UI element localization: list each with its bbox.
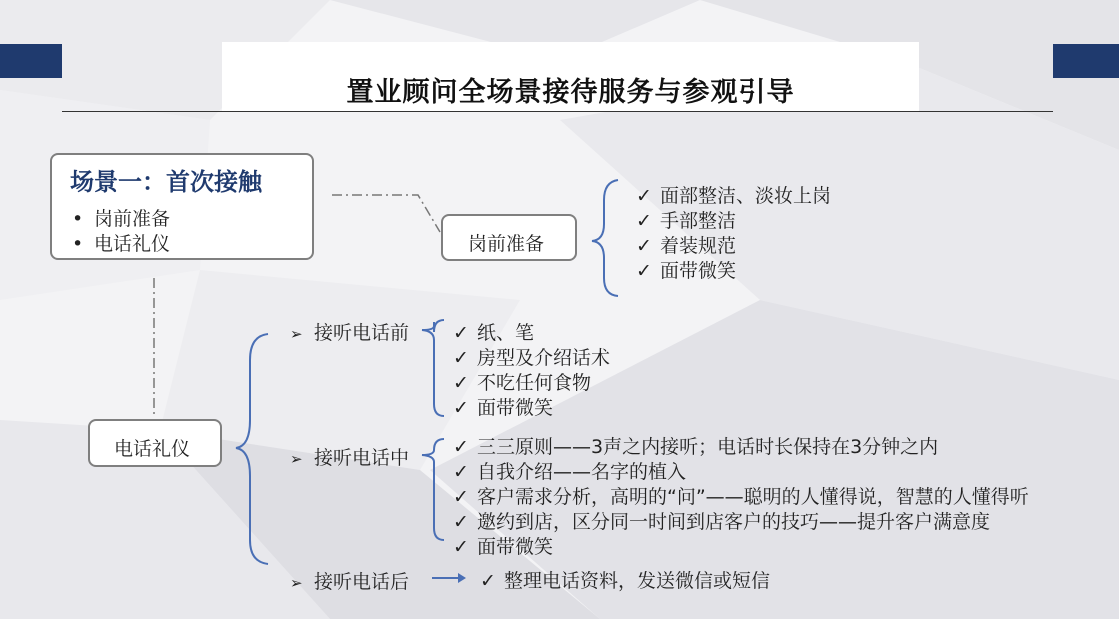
check-icon: ✓ <box>636 260 652 282</box>
prep-node-label: 岗前准备 <box>468 233 545 255</box>
check-icon: ✓ <box>453 397 469 419</box>
group-label: 接听电话中 <box>314 447 410 469</box>
check-icon: ✓ <box>453 436 469 458</box>
item-text: 不吃任何食物 <box>477 372 592 394</box>
scene-title: 场景一：首次接触 <box>70 168 262 196</box>
item-text: 面带微笑 <box>477 536 554 558</box>
during-call-item <box>453 482 1029 509</box>
scene-bullet <box>72 204 170 231</box>
item-text: 客户需求分析，高明的“问”——聪明的人懂得说，智慧的人懂得听 <box>477 486 1029 508</box>
during-call-item <box>453 532 553 559</box>
scene-bullet <box>72 229 170 256</box>
group-after-call <box>290 567 409 594</box>
item-text: 面带微笑 <box>477 397 554 419</box>
scene-bullet-label: 岗前准备 <box>94 208 171 230</box>
check-icon: ✓ <box>636 235 652 257</box>
group-label: 接听电话后 <box>314 571 410 593</box>
group-during-call <box>290 443 409 470</box>
after-call-item <box>480 566 770 593</box>
arrow-bullet-icon: ➢ <box>290 574 303 592</box>
before-call-item <box>453 393 553 420</box>
prep-item <box>636 181 831 208</box>
item-text: 纸、笔 <box>477 322 535 344</box>
prep-item-text: 面带微笑 <box>660 260 737 282</box>
prep-item <box>636 231 736 258</box>
before-call-item <box>453 318 534 345</box>
group-label: 接听电话前 <box>314 322 410 344</box>
scene-bullet-label: 电话礼仪 <box>94 233 171 255</box>
item-text: 整理电话资料，发送微信或短信 <box>504 570 771 592</box>
check-icon: ✓ <box>453 461 469 483</box>
check-icon: ✓ <box>636 185 652 207</box>
item-text: 自我介绍——名字的植入 <box>477 461 687 483</box>
page-title: 置业顾问全场景接待服务与参观引导 <box>346 77 795 108</box>
check-icon: ✓ <box>453 486 469 508</box>
bullet-icon: • <box>72 233 84 255</box>
check-icon: ✓ <box>636 210 652 232</box>
before-call-item <box>453 368 591 395</box>
item-text: 邀约到店，区分同一时间到店客户的技巧——提升客户满意度 <box>477 511 991 533</box>
phone-node-label: 电话礼仪 <box>114 438 191 460</box>
prep-item <box>636 256 736 283</box>
check-icon: ✓ <box>453 372 469 394</box>
check-icon: ✓ <box>453 536 469 558</box>
arrow-bullet-icon: ➢ <box>290 450 303 468</box>
arrow-bullet-icon: ➢ <box>290 325 303 343</box>
during-call-item <box>453 432 938 459</box>
before-call-item <box>453 343 610 370</box>
prep-item-text: 手部整洁 <box>660 210 737 232</box>
bullet-icon: • <box>72 208 84 230</box>
item-text: 房型及介绍话术 <box>477 347 611 369</box>
item-text: 三三原则——3声之内接听；电话时长保持在3分钟之内 <box>477 436 939 458</box>
prep-item-text: 着装规范 <box>660 235 737 257</box>
check-icon: ✓ <box>453 511 469 533</box>
check-icon: ✓ <box>453 347 469 369</box>
check-icon: ✓ <box>480 570 496 592</box>
group-before-call <box>290 318 409 345</box>
prep-item-text: 面部整洁、淡妆上岗 <box>660 185 832 207</box>
during-call-item <box>453 457 686 484</box>
check-icon: ✓ <box>453 322 469 344</box>
prep-item <box>636 206 736 233</box>
during-call-item <box>453 507 990 534</box>
